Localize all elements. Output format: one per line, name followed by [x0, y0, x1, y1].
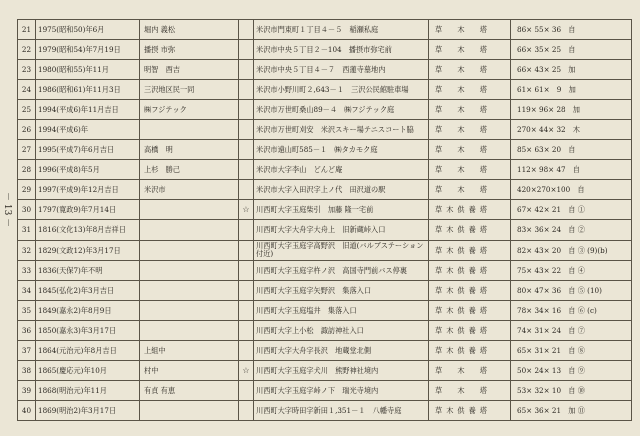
mark-cell — [239, 220, 254, 240]
date-cell: 1869(明治2)年3月17日 — [36, 400, 140, 420]
location-cell: 川西町大字玉庭塩井 集落入口 — [254, 300, 429, 320]
page-number: － 13 － — [2, 192, 12, 228]
monument-type-cell: 草 木 塔 — [429, 360, 511, 380]
dimensions-cell: 78× 34× 16 自 ⑥ (c) — [511, 300, 632, 320]
dimensions-cell: 82× 43× 20 自 ③ (9)(b) — [511, 240, 632, 260]
monument-type-cell: 草木供養塔 — [429, 400, 511, 420]
row-number: 31 — [18, 220, 36, 240]
location-cell: 米沢市万世町桑山89－４ ㈱フジテック庭 — [254, 100, 429, 120]
date-cell: 1849(嘉永2)年8月9日 — [36, 300, 140, 320]
location-cell: 米沢市遠山町585－１ ㈱タカモク庭 — [254, 140, 429, 160]
mark-cell — [239, 120, 254, 140]
erector-cell: 米沢市 — [140, 180, 239, 200]
monument-type-cell: 草 木 塔 — [429, 80, 511, 100]
table-body — [18, 20, 632, 421]
date-cell: 1995(平成7)年6月吉日 — [36, 140, 140, 160]
table-row — [18, 100, 632, 120]
row-number: 28 — [18, 160, 36, 180]
date-cell: 1816(文化13)年8月吉祥日 — [36, 220, 140, 240]
row-number: 24 — [18, 80, 36, 100]
table-row — [18, 180, 632, 200]
mark-cell — [239, 60, 254, 80]
location-cell: 川西町大字大舟字長沢 地蔵堂北側 — [254, 340, 429, 360]
location-cell: 米沢市小野川町２,643－１ 三沢公民館駐車場 — [254, 80, 429, 100]
erector-cell: 三沢地区民一同 — [140, 80, 239, 100]
row-number: 23 — [18, 60, 36, 80]
table-row — [18, 20, 632, 40]
row-number: 34 — [18, 280, 36, 300]
dimensions-cell: 50× 24× 13 自 ⑨ — [511, 360, 632, 380]
monument-type-cell: 草木供養塔 — [429, 240, 511, 260]
table-row — [18, 160, 632, 180]
row-number: 29 — [18, 180, 36, 200]
mark-cell — [239, 40, 254, 60]
date-cell: 1850(嘉永3)年3月17日 — [36, 320, 140, 340]
row-number: 40 — [18, 400, 36, 420]
date-cell: 1864(元治元)年8月吉日 — [36, 340, 140, 360]
location-cell: 川西町大字大舟字大舟上 旧新蔵峠入口 — [254, 220, 429, 240]
row-number: 37 — [18, 340, 36, 360]
mark-cell — [239, 320, 254, 340]
monument-type-cell: 草木供養塔 — [429, 280, 511, 300]
erector-cell — [140, 120, 239, 140]
table-row — [18, 400, 632, 420]
erector-cell: ㈱フジテック — [140, 100, 239, 120]
table-row — [18, 220, 632, 240]
monument-type-cell: 草 木 塔 — [429, 140, 511, 160]
dimensions-cell: 80× 47× 36 自 ⑤ (10) — [511, 280, 632, 300]
dimensions-cell: 66× 43× 25 加 — [511, 60, 632, 80]
row-number: 39 — [18, 380, 36, 400]
monument-type-cell: 草木供養塔 — [429, 220, 511, 240]
mark-cell — [239, 240, 254, 260]
erector-cell: 堀内 義松 — [140, 20, 239, 40]
table-row — [18, 140, 632, 160]
dimensions-cell: 420×270×100 自 — [511, 180, 632, 200]
erector-cell: 高橋 明 — [140, 140, 239, 160]
erector-cell — [140, 280, 239, 300]
table-row — [18, 240, 632, 260]
date-cell: 1868(明治元)年11月 — [36, 380, 140, 400]
date-cell: 1829(文政12)年3月17日 — [36, 240, 140, 260]
monument-type-cell: 草木供養塔 — [429, 200, 511, 220]
mark-cell — [239, 80, 254, 100]
date-cell: 1994(平成6)年11月吉日 — [36, 100, 140, 120]
date-cell: 1986(昭和61)年11月3日 — [36, 80, 140, 100]
erector-cell — [140, 240, 239, 260]
mark-cell: ☆ — [239, 360, 254, 380]
table-row — [18, 60, 632, 80]
row-number: 33 — [18, 260, 36, 280]
monument-table — [17, 19, 632, 421]
table-row — [18, 260, 632, 280]
erector-cell — [140, 220, 239, 240]
date-cell: 1996(平成8)年5月 — [36, 160, 140, 180]
monument-type-cell: 草 木 塔 — [429, 120, 511, 140]
row-number: 35 — [18, 300, 36, 320]
dimensions-cell: 75× 43× 22 自 ④ — [511, 260, 632, 280]
erector-cell — [140, 320, 239, 340]
monument-type-cell: 草 木 塔 — [429, 60, 511, 80]
dimensions-cell: 67× 42× 21 自 ① — [511, 200, 632, 220]
dimensions-cell: 66× 35× 25 自 — [511, 40, 632, 60]
monument-type-cell: 草木供養塔 — [429, 300, 511, 320]
table-row — [18, 40, 632, 60]
row-number: 30 — [18, 200, 36, 220]
date-cell: 1797(寛政9)年7月14日 — [36, 200, 140, 220]
table-row — [18, 300, 632, 320]
location-cell: 川西町大字玉庭字高野沢 旧道(バルブステーション付近) — [254, 240, 429, 260]
row-number: 32 — [18, 240, 36, 260]
location-cell: 川西町大字上小松 諏訪神社入口 — [254, 320, 429, 340]
mark-cell — [239, 280, 254, 300]
row-number: 26 — [18, 120, 36, 140]
row-number: 25 — [18, 100, 36, 120]
monument-type-cell: 草 木 塔 — [429, 20, 511, 40]
location-cell: 米沢市門東町１丁目４－５ 稲瀬私庭 — [254, 20, 429, 40]
dimensions-cell: 74× 31× 24 自 ⑦ — [511, 320, 632, 340]
dimensions-cell: 85× 63× 20 自 — [511, 140, 632, 160]
date-cell: 1997(平成9)年12月吉日 — [36, 180, 140, 200]
mark-cell — [239, 140, 254, 160]
erector-cell — [140, 300, 239, 320]
erector-cell: 明智 酉吉 — [140, 60, 239, 80]
mark-cell — [239, 300, 254, 320]
date-cell: 1845(弘化2)年3月吉日 — [36, 280, 140, 300]
location-cell: 米沢市中央５丁目４－７ 西蓮寺墓地内 — [254, 60, 429, 80]
table-row — [18, 380, 632, 400]
table-row — [18, 360, 632, 380]
table-row — [18, 320, 632, 340]
table-row — [18, 80, 632, 100]
dimensions-cell: 65× 36× 21 加 ⑪ — [511, 400, 632, 420]
location-cell: 米沢市中央５丁目２－104 播摂市弥宅前 — [254, 40, 429, 60]
location-cell: 川西町大字玉庭字杵ノ沢 高国寺門前バス停裏 — [254, 260, 429, 280]
erector-cell — [140, 260, 239, 280]
date-cell: 1994(平成6)年 — [36, 120, 140, 140]
table-row — [18, 280, 632, 300]
row-number: 27 — [18, 140, 36, 160]
location-cell: 川西町大字玉庭字矢野沢 集落入口 — [254, 280, 429, 300]
location-cell: 川西町大字玉庭字犬川 熊野神社境内 — [254, 360, 429, 380]
erector-cell: 村中 — [140, 360, 239, 380]
dimensions-cell: 112× 98× 47 自 — [511, 160, 632, 180]
erector-cell — [140, 400, 239, 420]
date-cell: 1980(昭和55)年11月 — [36, 60, 140, 80]
mark-cell — [239, 160, 254, 180]
location-cell: 米沢市大字李山 どんど庵 — [254, 160, 429, 180]
location-cell: 米沢市万世町刈安 米沢スキー場テニスコート脇 — [254, 120, 429, 140]
dimensions-cell: 65× 31× 21 自 ⑧ — [511, 340, 632, 360]
table-row — [18, 340, 632, 360]
monument-type-cell: 草 木 塔 — [429, 180, 511, 200]
row-number: 38 — [18, 360, 36, 380]
monument-type-cell: 草 木 塔 — [429, 100, 511, 120]
dimensions-cell: 83× 36× 24 自 ② — [511, 220, 632, 240]
dimensions-cell: 119× 96× 28 加 — [511, 100, 632, 120]
erector-cell: 上組中 — [140, 340, 239, 360]
date-cell: 1979(昭和54)年7月19日 — [36, 40, 140, 60]
location-cell: 川西町大字玉庭字峠ノ下 瑞光寺境内 — [254, 380, 429, 400]
dimensions-cell: 86× 55× 36 自 — [511, 20, 632, 40]
location-cell: 川西町大字玉庭柴引 加藤 隆一宅前 — [254, 200, 429, 220]
erector-cell: 播摂 市弥 — [140, 40, 239, 60]
monument-type-cell: 草木供養塔 — [429, 320, 511, 340]
monument-type-cell: 草 木 塔 — [429, 40, 511, 60]
monument-type-cell: 草 木 塔 — [429, 160, 511, 180]
monument-type-cell: 草 木 塔 — [429, 380, 511, 400]
dimensions-cell: 53× 32× 10 自 ⑩ — [511, 380, 632, 400]
monument-type-cell: 草木供養塔 — [429, 340, 511, 360]
mark-cell — [239, 180, 254, 200]
dimensions-cell: 61× 61× 9 加 — [511, 80, 632, 100]
date-cell: 1975(昭和50)年6月 — [36, 20, 140, 40]
mark-cell — [239, 380, 254, 400]
date-cell: 1865(慶応元)年10月 — [36, 360, 140, 380]
table-row — [18, 200, 632, 220]
row-number: 22 — [18, 40, 36, 60]
erector-cell — [140, 200, 239, 220]
erector-cell: 上杉 勝己 — [140, 160, 239, 180]
date-cell: 1836(天保7)年不明 — [36, 260, 140, 280]
table-row — [18, 120, 632, 140]
dimensions-cell: 270× 44× 32 木 — [511, 120, 632, 140]
mark-cell — [239, 260, 254, 280]
mark-cell — [239, 20, 254, 40]
mark-cell — [239, 100, 254, 120]
row-number: 21 — [18, 20, 36, 40]
row-number: 36 — [18, 320, 36, 340]
mark-cell — [239, 400, 254, 420]
location-cell: 川西町大字時田字新田１,351－１ 八幡寺庭 — [254, 400, 429, 420]
monument-type-cell: 草木供養塔 — [429, 260, 511, 280]
mark-cell — [239, 340, 254, 360]
mark-cell: ☆ — [239, 200, 254, 220]
erector-cell: 有貞 有恵 — [140, 380, 239, 400]
location-cell: 米沢市大字入田沢字上ノ代 田沢道の駅 — [254, 180, 429, 200]
